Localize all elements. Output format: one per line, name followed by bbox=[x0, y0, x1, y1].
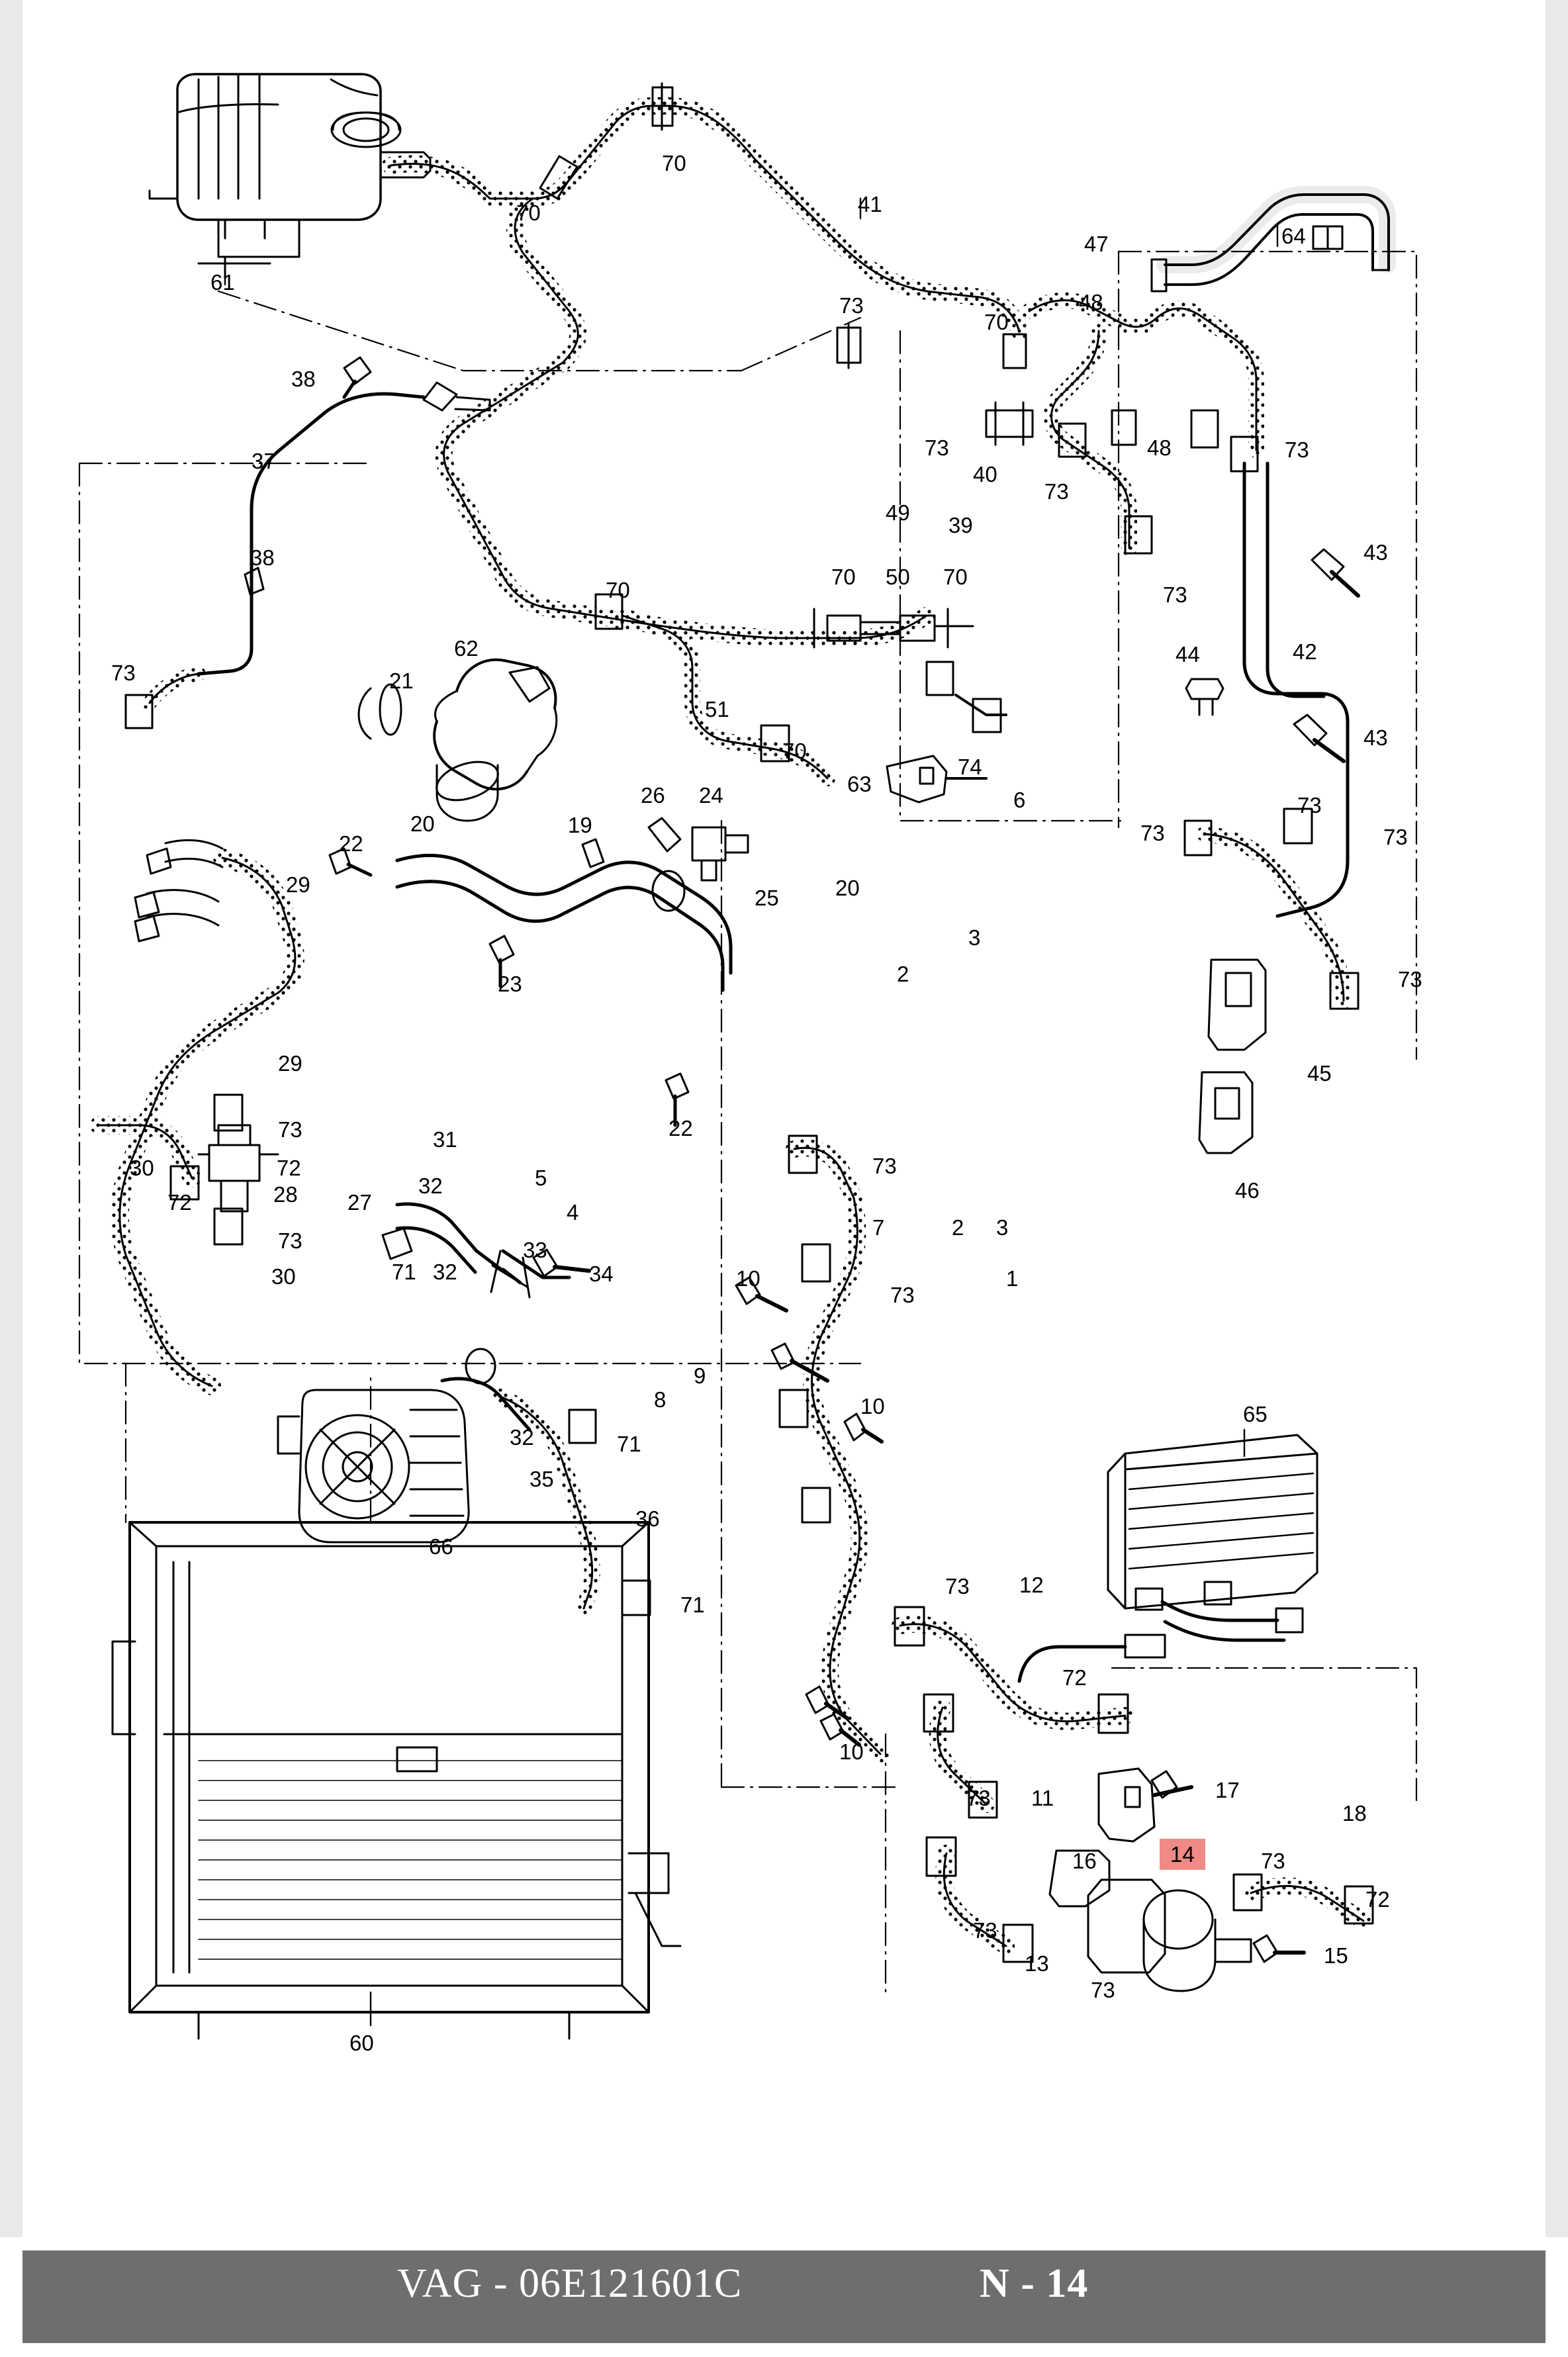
callout-70-d: 70 bbox=[606, 578, 630, 602]
callout-4: 4 bbox=[567, 1200, 579, 1225]
callout-42: 42 bbox=[1293, 639, 1317, 664]
callout-32-a: 32 bbox=[418, 1174, 443, 1198]
callout-46: 46 bbox=[1235, 1178, 1260, 1203]
callout-71-a: 71 bbox=[392, 1260, 416, 1284]
callout-73-q: 73 bbox=[1261, 1849, 1285, 1873]
callout-73-b: 73 bbox=[925, 436, 949, 460]
callout-48-a: 48 bbox=[1079, 290, 1103, 314]
callout-38-b: 38 bbox=[250, 545, 275, 570]
callout-73-m: 73 bbox=[872, 1154, 897, 1178]
callout-28: 28 bbox=[273, 1182, 298, 1207]
callout-70-c: 70 bbox=[984, 310, 1009, 334]
callout-15: 15 bbox=[1324, 1943, 1348, 1968]
callout-36: 36 bbox=[635, 1506, 660, 1531]
callout-40: 40 bbox=[973, 462, 997, 486]
callout-48-b: 48 bbox=[1147, 436, 1172, 460]
callout-17: 17 bbox=[1215, 1778, 1240, 1802]
callout-23: 23 bbox=[498, 972, 522, 996]
connector-40 bbox=[986, 402, 1033, 445]
part-number-label: VAG - 06E121601C bbox=[397, 2261, 743, 2306]
expansion-tank-61 bbox=[150, 74, 430, 278]
callout-16: 16 bbox=[1072, 1849, 1097, 1873]
callout-21: 21 bbox=[389, 669, 414, 693]
callout-70-e: 70 bbox=[831, 565, 856, 589]
callout-73-g: 73 bbox=[1140, 821, 1165, 845]
callout-37: 37 bbox=[252, 449, 276, 473]
callout-60: 60 bbox=[349, 2031, 374, 2055]
hoses-lower-middle bbox=[736, 1136, 1128, 1962]
callout-65: 65 bbox=[1243, 1402, 1268, 1426]
callout-29-b: 29 bbox=[278, 1051, 302, 1076]
callout-30-a: 30 bbox=[130, 1156, 154, 1180]
callout-2-b: 2 bbox=[952, 1215, 964, 1240]
callout-66: 66 bbox=[429, 1534, 453, 1559]
callout-73-n: 73 bbox=[890, 1283, 915, 1307]
callout-7: 7 bbox=[872, 1215, 885, 1240]
hose-64 bbox=[1152, 195, 1389, 291]
callout-29-a: 29 bbox=[286, 872, 310, 897]
callout-51: 51 bbox=[705, 697, 729, 721]
callout-9: 9 bbox=[694, 1363, 706, 1388]
callout-73-c: 73 bbox=[1285, 438, 1309, 462]
page-reference-label: N - 14 bbox=[980, 2261, 1089, 2306]
tubes-42-45 bbox=[1185, 463, 1358, 1153]
callout-20-a: 20 bbox=[410, 811, 435, 836]
callout-22-b: 22 bbox=[669, 1116, 693, 1140]
callout-38-a: 38 bbox=[291, 367, 316, 391]
callout-71-c: 71 bbox=[680, 1593, 705, 1617]
callout-12: 12 bbox=[1019, 1573, 1044, 1597]
callout-13: 13 bbox=[1025, 1951, 1049, 1976]
callout-27: 27 bbox=[347, 1190, 372, 1215]
callout-31: 31 bbox=[433, 1127, 457, 1152]
callout-73-s: 73 bbox=[1091, 1978, 1115, 2002]
callout-73-o: 73 bbox=[945, 1574, 970, 1598]
callout-20-b: 20 bbox=[835, 876, 860, 900]
callout-74: 74 bbox=[958, 755, 982, 779]
callout-19: 19 bbox=[568, 813, 592, 837]
callout-25: 25 bbox=[755, 886, 779, 910]
oil-cooler-65 bbox=[1019, 1435, 1317, 1681]
callout-62: 62 bbox=[454, 636, 479, 661]
callout-70-b: 70 bbox=[516, 201, 541, 225]
hose-left-lower bbox=[99, 858, 295, 1386]
callout-72-b: 72 bbox=[167, 1190, 192, 1215]
callout-43-a: 43 bbox=[1363, 540, 1388, 565]
hose-41 bbox=[391, 83, 1019, 334]
pipe-37-38 bbox=[126, 357, 490, 728]
callout-18: 18 bbox=[1342, 1801, 1367, 1826]
footer-bar bbox=[23, 2250, 1545, 2343]
callout-34: 34 bbox=[589, 1262, 614, 1286]
callout-73-r: 73 bbox=[973, 1918, 997, 1943]
callout-73-j: 73 bbox=[111, 661, 136, 685]
radiator-60 bbox=[113, 1522, 680, 2039]
callout-73-a: 73 bbox=[839, 293, 864, 318]
callout-26: 26 bbox=[641, 783, 665, 808]
callout-41: 41 bbox=[858, 192, 882, 216]
callout-70-a: 70 bbox=[662, 151, 686, 175]
callout-8: 8 bbox=[654, 1387, 667, 1412]
callout-70-f: 70 bbox=[943, 565, 968, 589]
callout-10-a: 10 bbox=[736, 1266, 761, 1291]
callout-73-h: 73 bbox=[1383, 825, 1408, 849]
alternator-66 bbox=[278, 1390, 469, 1542]
callout-72-a: 72 bbox=[277, 1156, 301, 1180]
callout-35: 35 bbox=[530, 1467, 554, 1491]
callout-10-b: 10 bbox=[860, 1394, 885, 1418]
callout-3-a: 3 bbox=[968, 925, 981, 950]
callout-11: 11 bbox=[1031, 1786, 1054, 1810]
footer bbox=[0, 2237, 1568, 2357]
callout-32-c: 32 bbox=[510, 1425, 534, 1450]
callout-47: 47 bbox=[1084, 232, 1109, 256]
callout-61: 61 bbox=[210, 270, 235, 295]
callout-73-e: 73 bbox=[1163, 582, 1187, 607]
callout-32-b: 32 bbox=[433, 1260, 457, 1284]
callout-73-l: 73 bbox=[278, 1228, 302, 1253]
callout-22-a: 22 bbox=[339, 831, 363, 856]
callout-30-b: 30 bbox=[271, 1264, 296, 1289]
callout-50: 50 bbox=[886, 565, 910, 589]
callout-71-b: 71 bbox=[617, 1432, 641, 1456]
callout-70-g: 70 bbox=[782, 739, 807, 763]
callout-72-c: 72 bbox=[1062, 1665, 1087, 1690]
callout-73-k: 73 bbox=[278, 1117, 302, 1142]
callout-2-a: 2 bbox=[897, 962, 909, 986]
callout-64: 64 bbox=[1281, 224, 1306, 248]
callout-73-i: 73 bbox=[1398, 967, 1422, 992]
callout-45: 45 bbox=[1307, 1061, 1332, 1086]
callout-43-b: 43 bbox=[1363, 725, 1388, 750]
callout-72-d: 72 bbox=[1365, 1887, 1390, 1912]
thermostat-62 bbox=[359, 660, 557, 821]
callout-14-highlighted: 14 bbox=[1160, 1839, 1205, 1870]
callout-73-f: 73 bbox=[1297, 793, 1322, 817]
callout-39: 39 bbox=[948, 513, 973, 537]
callout-6: 6 bbox=[1013, 788, 1026, 812]
callout-49: 49 bbox=[886, 500, 910, 525]
callout-1: 1 bbox=[1006, 1266, 1019, 1291]
callout-73-p: 73 bbox=[966, 1786, 991, 1810]
callout-73-d: 73 bbox=[1044, 479, 1069, 504]
callout-24: 24 bbox=[699, 783, 723, 808]
callout-3-b: 3 bbox=[996, 1215, 1009, 1240]
callout-10-c: 10 bbox=[839, 1739, 864, 1764]
callout-63: 63 bbox=[847, 772, 872, 796]
callout-44: 44 bbox=[1176, 642, 1200, 667]
callout-33: 33 bbox=[523, 1238, 547, 1262]
callout-5: 5 bbox=[535, 1166, 547, 1190]
